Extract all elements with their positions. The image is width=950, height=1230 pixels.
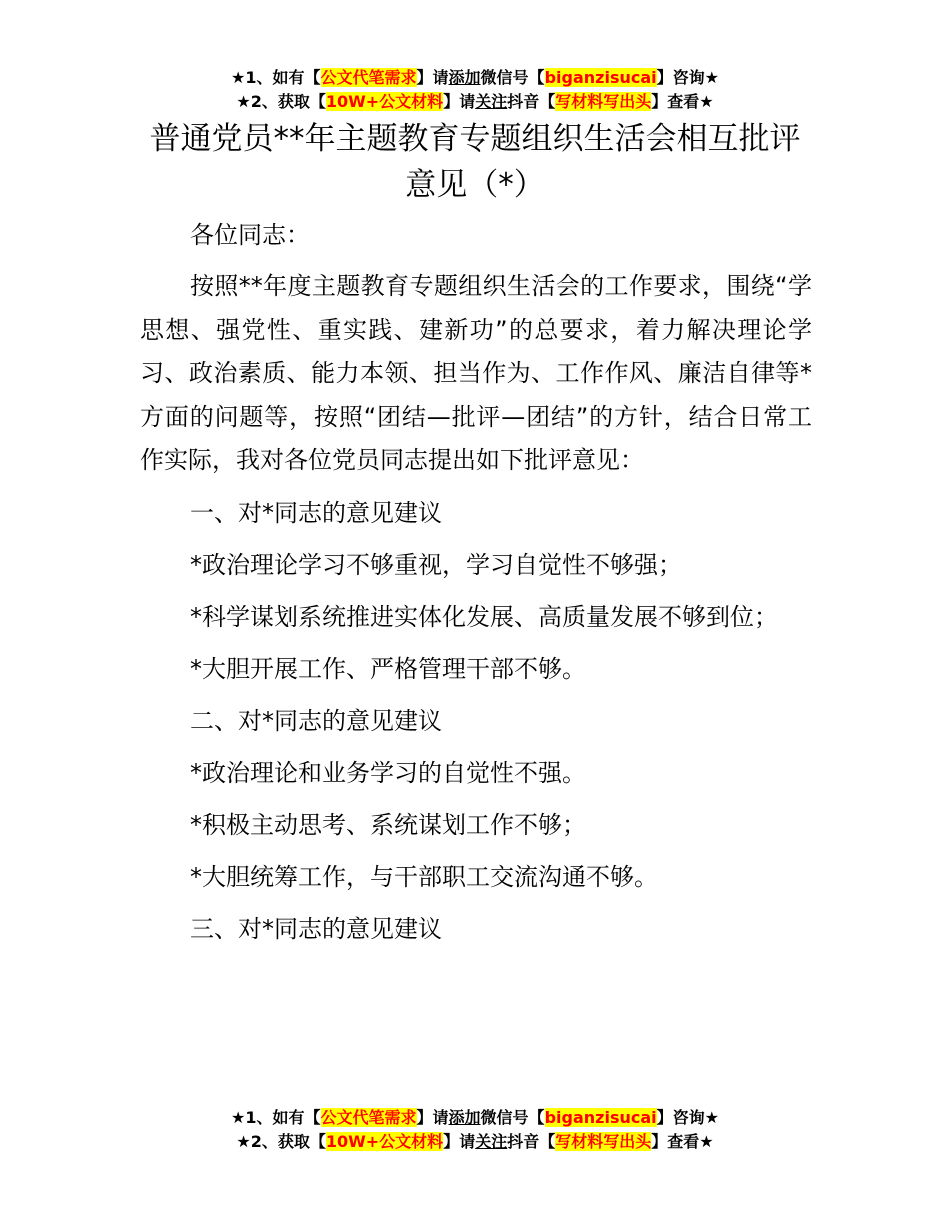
section-heading: 三、对*同志的意见建议 [190,914,442,943]
list-item: *大胆开展工作、严格管理干部不够。 [190,654,586,683]
banner-text: 】查看★ [651,92,714,111]
banner-underline: 关注 [475,1132,508,1151]
banner-highlight-service: 公文代笔需求 [320,68,417,87]
banner-highlight-service: 公文代笔需求 [320,1108,417,1127]
banner-line-2 [0,90,950,114]
banner-text: 】请 [443,1132,476,1151]
banner-text: ★1、如有【 [231,68,321,87]
banner-text: 】查看★ [651,1132,714,1151]
list-item: *政治理论和业务学习的自觉性不强。 [190,758,586,787]
intro-paragraph: 按照**年度主题教育专题组织生活会的工作要求，围绕“学思想、强党性、重实践、建新功”的总要求，着力解决理论学习、政治素质、能力本领、担当作为、工作作风、廉洁自律等*方面的问题等，按照“团结—批评—团结”的方针，结合日常工作实际，我对各位党员同志提出如下批评意见： [140,272,812,474]
banner-underline: 关注 [475,92,508,111]
banner-underline: 添加 [448,68,481,87]
banner-text: ★2、获取【 [236,1132,326,1151]
banner-text: 抖音【 [507,1132,556,1151]
banner-text: ★2、获取【 [236,92,326,111]
document-body [140,213,812,959]
banner-highlight-materials: 10W+公文材料 [325,92,444,111]
banner-text: 】咨询★ [656,1108,719,1127]
banner-text: ★1、如有【 [231,1108,321,1127]
banner-text: 】请 [416,68,449,87]
section-heading: 一、对*同志的意见建议 [190,498,442,527]
banner-highlight-douyin: 写材料写出头 [555,1132,652,1151]
banner-text: 】请 [443,92,476,111]
banner-text: 微信号【 [480,1108,545,1127]
banner-text: 】请 [416,1108,449,1127]
banner-highlight-douyin: 写材料写出头 [555,92,652,111]
banner-highlight-wechat: biganzisucai [544,1108,657,1127]
list-item: *积极主动思考、系统谋划工作不够； [190,810,586,839]
header-banner [0,66,950,114]
document-title: 普通党员**年主题教育专题组织生活会相互批评意见（*） [149,121,801,203]
banner-highlight-materials: 10W+公文材料 [325,1132,444,1151]
salutation: 各位同志： [190,221,310,249]
footer-banner [0,1106,950,1154]
list-item: *政治理论学习不够重视，学习自觉性不够强； [190,550,682,579]
banner-text: 微信号【 [480,68,545,87]
banner-line-1 [0,1106,950,1130]
banner-line-1 [0,66,950,90]
list-item: *大胆统筹工作，与干部职工交流沟通不够。 [190,862,658,891]
banner-text: 抖音【 [507,92,556,111]
banner-line-2 [0,1130,950,1154]
banner-underline: 添加 [448,1108,481,1127]
list-item: *科学谋划系统推进实体化发展、高质量发展不够到位； [190,602,778,631]
banner-highlight-wechat: biganzisucai [544,68,657,87]
section-heading: 二、对*同志的意见建议 [190,706,442,735]
banner-text: 】咨询★ [656,68,719,87]
